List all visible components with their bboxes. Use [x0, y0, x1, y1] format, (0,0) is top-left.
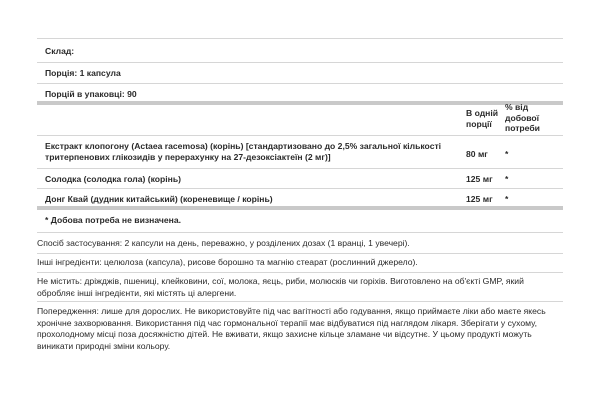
- servings-per-container: Порцій в упаковці: 90: [45, 89, 137, 99]
- divider: [37, 272, 563, 273]
- divider: [37, 232, 563, 233]
- divider: [37, 301, 563, 302]
- usage-text: Спосіб застосування: 2 капсули на день, переважно, у розділених дозах (1 вранці, 1 увечері).: [37, 238, 410, 248]
- divider: [37, 38, 563, 39]
- ingredient-daily-value: *: [505, 194, 509, 204]
- divider: [37, 135, 563, 136]
- thick-divider: [37, 206, 563, 210]
- divider: [37, 253, 563, 254]
- composition-label: Склад:: [45, 46, 75, 56]
- daily-value-header: % від добової потреби: [505, 102, 540, 133]
- ingredient-name: Солодка (солодка гола) (корінь): [45, 174, 181, 184]
- ingredient-name: Екстракт клопогону (Actaea racemosa) (корінь) [стандартизовано до 2,5% загальної кількості тритерпенових глікозидів у перерахунку на 27-дезоксіактеїн (2 мг)]: [45, 141, 442, 162]
- ingredient-amount: 80 мг: [466, 149, 488, 159]
- ingredient-name: Донг Квай (дудник китайський) (кореневище / корінь): [45, 194, 273, 204]
- divider: [37, 168, 563, 169]
- ingredient-amount: 125 мг: [466, 194, 493, 204]
- amount-per-serving-header: В одній порції: [466, 108, 499, 129]
- divider: [37, 83, 563, 84]
- ingredient-daily-value: *: [505, 149, 509, 159]
- allergen-text: Не містить: дріжджів, пшениці, клейковини, сої, молока, яєць, риби, молюсків чи горіхів. Виготовлено на об'єкті GMP, який обробляє інші інгредієнти, які містять ці алергени.: [37, 276, 524, 298]
- divider: [37, 188, 563, 189]
- footnote: * Добова потреба не визначена.: [45, 215, 182, 225]
- thick-divider: [37, 101, 563, 105]
- serving-size: Порція: 1 капсула: [45, 68, 121, 78]
- divider: [37, 62, 563, 63]
- warning-text: Попередження: лише для дорослих. Не використовуйте під час вагітності або годування, якщо приймаєте ліки або маєте якесь хронічне захворювання. Використання під час гормональної терапії має відбуватися під наглядом лікаря. Зберігати у сухому, прохолодному місці поза досяжністю дітей. Не вживати, якщо захисне кільце зламане чи відсутнє. У цьому продукті можуть виникати природні зміни кольору.: [37, 306, 546, 351]
- ingredient-amount: 125 мг: [466, 174, 493, 184]
- other-ingredients-text: Інші інгредієнти: целюлоза (капсула), рисове борошно та магнію стеарат (рослинний джерело).: [37, 257, 418, 267]
- ingredient-daily-value: *: [505, 174, 509, 184]
